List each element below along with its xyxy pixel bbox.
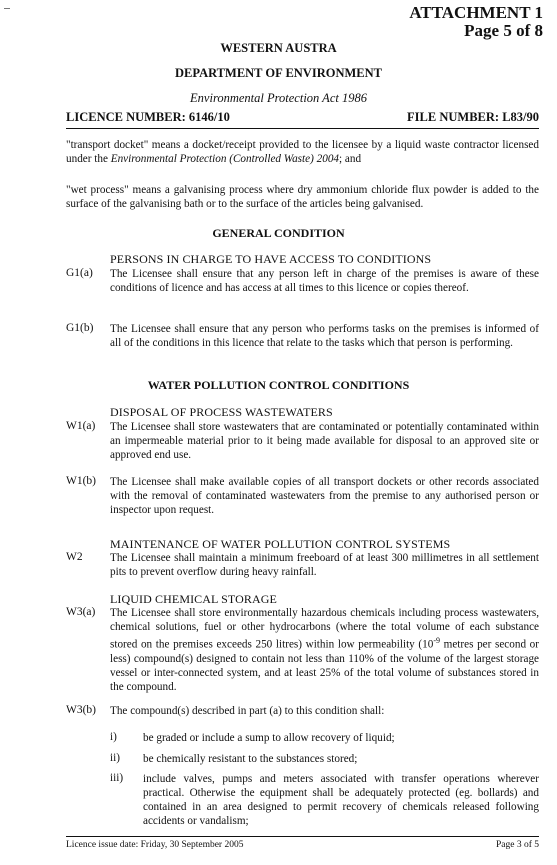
condition-label-w2: W2 [66,551,83,563]
condition-w3a-text-cont: metres per second or less) compound(s) designed to contain not less than 110% of the volume of the largest storage vessel or inter-connected system, and at least 25% of the total volume of substances stored in the compound. [110,638,539,693]
condition-w1a: The Licensee shall store wastewaters that are contaminated or potentially contaminated within an impermeable material prior to it being made available for disposal to an approved site or approved end use. [110,421,539,461]
attachment-page: Page 5 of 8 [464,21,543,40]
file-number: FILE NUMBER: L83/90 [407,110,539,124]
page-mark [4,8,10,9]
definition-text: "transport docket" means a docket/receipt provided to the licensee by a liquid waste contractor licensed under the [66,139,539,165]
list-item: be graded or include a sump to allow recovery of liquid; [143,732,395,744]
persons-in-charge-heading: PERSONS IN CHARGE TO HAVE ACCESS TO CONDITIONS [110,252,432,266]
list-item: include valves, pumps and meters associated with transfer operations wherever practical. Otherwise the equipment shall be adequately protected (eg. bollards) and contained in an area designed to permit recovery of chemicals released following accidents or vandalism; [143,773,539,827]
licence-number: LICENCE NUMBER: 6146/10 [66,110,230,124]
exponent: -9 [433,636,440,645]
licence-row [66,110,539,129]
liquid-storage-heading: LIQUID CHEMICAL STORAGE [110,592,277,606]
condition-w3a-text: The Licensee shall store environmentally hazardous chemicals including process wastewaters, chemical solutions, fuel or other hydrocarbons (where the total volume of each substance stored on the premises exceeds 250 litres) within low permeability (10 [110,607,539,651]
item-label: i) [110,731,117,743]
condition-label-w1b: W1(b) [66,475,97,487]
page-footer [66,836,539,850]
attachment-title: ATTACHMENT 1 [409,3,543,22]
condition-label-w3a: W3(a) [66,606,96,618]
regulation-title: Environmental Protection (Controlled Waste) 2004 [110,153,340,165]
condition-w1b: The Licensee shall make available copies of all transport dockets or other records associated with the removal of contaminated wastewaters from the premise to any authorised person or inspector upon request. [110,476,539,516]
condition-w2: The Licensee shall maintain a minimum freeboard of at least 300 millimetres in all settlement pits to prevent overflow during heavy rainfall. [110,552,539,578]
condition-label-w3b: W3(b) [66,704,97,716]
water-pollution-heading: WATER POLLUTION CONTROL CONDITIONS [147,378,410,392]
definition-transport-docket [66,138,539,166]
general-condition-heading: GENERAL CONDITION [212,226,345,240]
attachment-header [409,4,543,40]
definition-wet-process: "wet process" means a galvanising process where dry ammonium chloride flux powder is added to the surface of the galvanising bath or to the surface of the articles being galvanised. [66,184,539,210]
list-item: be chemically resistant to the substances stored; [143,753,358,765]
footer-page-number: Page 3 of 5 [495,840,539,850]
disposal-heading: DISPOSAL OF PROCESS WASTEWATERS [110,405,333,419]
issue-date: Licence issue date: Friday, 30 September 2005 [66,840,244,850]
condition-w3b: The compound(s) described in part (a) to this condition shall: [110,705,385,717]
item-label: iii) [110,772,124,784]
maintenance-heading: MAINTENANCE OF WATER POLLUTION CONTROL SYSTEMS [110,537,451,551]
condition-g1b: The Licensee shall ensure that any person who performs tasks on the premises is informed of all of the conditions in this licence that relate to the tasks which that person is performing. [110,323,539,349]
department-heading: DEPARTMENT OF ENVIRONMENT [175,66,382,80]
state-heading: WESTERN AUSTRA [220,41,337,55]
act-heading: Environmental Protection Act 1986 [190,91,367,105]
definition-text-end: ; and [339,153,362,165]
condition-label-g1b: G1(b) [66,322,94,334]
condition-label-w1a: W1(a) [66,420,96,432]
condition-label-g1a: G1(a) [66,267,93,279]
condition-g1a: The Licensee shall ensure that any person left in charge of the premises is aware of these conditions of licence and has access at all times to this licence or copies thereof. [110,268,539,294]
item-label: ii) [110,752,120,764]
condition-w3a [110,606,539,694]
